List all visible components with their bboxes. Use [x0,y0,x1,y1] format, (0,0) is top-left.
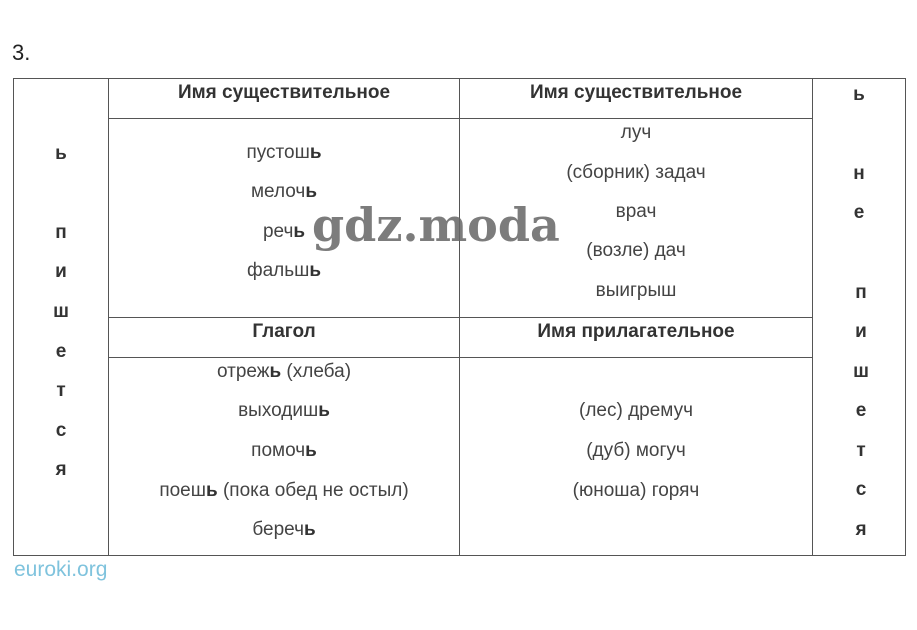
left-letter: п [55,222,67,243]
header-verb: Глагол [252,321,316,342]
left-letter: ь [55,143,67,164]
left-letter: я [55,459,67,480]
left-letter: е [55,341,67,362]
adjective-item: (юноша) горяч [572,480,700,501]
right-letter: е [855,400,867,421]
noun-soft-item: фальшь [246,260,322,281]
task-number: 3. [12,40,31,65]
verb-item: выходишь [238,400,330,421]
noun-hard-item: (сборник) задач [566,162,706,183]
right-letter: с [855,479,867,500]
noun-soft-item: мелочь [250,181,318,202]
noun-soft-item: пустошь [246,142,322,163]
table-border-right [905,78,906,556]
adjective-item: (лес) дремуч [579,400,693,421]
left-letter: т [56,380,66,401]
noun-hard-item: выигрыш [595,280,677,301]
divider-right [812,78,813,556]
header-divider-bottom [108,357,812,358]
header-noun-hard: Имя существительное [529,82,743,103]
header-adjective: Имя прилагательное [537,321,735,342]
right-letter: н [853,163,865,184]
noun-soft-item: речь [262,221,306,242]
verb-item: отрежь (хлеба) [216,361,352,382]
noun-hard-item: (возле) дач [586,240,686,261]
left-letter: с [55,420,67,441]
noun-hard-item: луч [620,122,652,143]
right-letter: т [856,440,866,461]
verb-item: беречь [252,519,316,540]
right-letter: ь [853,84,865,105]
section-divider [108,317,812,318]
right-letter: п [855,282,867,303]
left-letter: и [55,261,67,282]
adjective-item: (дуб) могуч [586,440,686,461]
footer-site-name: euroki.org [14,558,108,581]
table-border-left [13,78,14,556]
noun-hard-item: врач [615,201,657,222]
right-letter: ш [853,361,869,382]
right-letter: и [855,321,867,342]
verb-item: поешь (пока обед не остыл) [159,480,409,501]
header-noun-soft: Имя существительное [177,82,391,103]
left-letter: ш [53,301,69,322]
header-divider-top [108,118,812,119]
watermark: gdz.moda [312,198,560,252]
right-letter: я [855,519,867,540]
verb-item: помочь [251,440,317,461]
right-letter: е [853,202,865,223]
